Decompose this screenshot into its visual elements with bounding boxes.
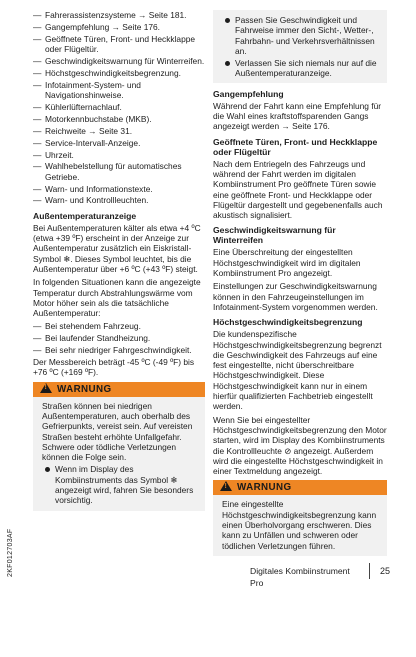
list-item: — Bei sehr niedriger Fahrgeschwindigkeit. [33, 345, 205, 355]
measuring-range: Der Messbereich beträgt -45 ºC (-49 ºF) bis +76 ºC (+169 ºF). [33, 357, 195, 378]
list-item: Verlassen Sie sich niemals nur auf die Außentemperaturanzeige. [222, 58, 381, 79]
page-footer [250, 565, 392, 588]
doors-heading: Geöffnete Türen, Front- und Heckklappe oder Flügeltür [213, 136, 378, 157]
display-items-list [33, 10, 205, 206]
outside-temp-para1: Bei Außentemperaturen kälter als etwa +4 ºC (etwa +39 ºF) erscheint in der Anzeige zur Außentemperatur zusätzlich ein Eiskristall-Symbol ❄. Dieses Symbol leuchtet, bis die Außentemperatur über +6 ºC (+43 ºF) steigt. [33, 222, 201, 274]
outside-temp-heading: Außentemperaturanzeige [33, 210, 137, 221]
warning-text: Eine eingestellte Höchstgeschwindigkeitsbegrenzung kann einen Überholvorgang erschweren. Dies kann zu Unfällen und schweren oder tödlichen Verletzungen führen. [222, 499, 377, 551]
outside-temp-para2: In folgenden Situationen kann die angezeigte Temperatur durch Abstrahlungswärme vom Motor höher sein als die tatsächliche Außentemperatur: [33, 277, 201, 319]
warning-header [33, 382, 205, 397]
outside-temp-conditions [33, 321, 205, 355]
list-item: — Service-Intervall-Anzeige. [33, 138, 205, 148]
warning-text: Straßen können bei niedrigen Außentemperaturen, auch oberhalb des Gefrierpunkts, vereist sein. Auf vereisten Straßen besteht erhöhte Unfallgefahr. Schwere oder tödliche Verletzungen können die Folge sein. [42, 400, 193, 463]
warning-label: WARNUNG [237, 482, 292, 494]
warning-box-speed [213, 480, 387, 555]
footer-title: Digitales Kombiinstrument Pro [250, 566, 350, 588]
warning-continued-bullets [222, 15, 381, 79]
list-item: — Warn- und Informationstexte. [33, 184, 205, 194]
winter-text-2: Einstellungen zur Geschwindigkeitswarnung können in den Fahrzeugeinstellungen im Infotainment-System vorgenommen werden. [213, 281, 378, 312]
list-item: — Motorkennbuchstabe (MKB). [33, 114, 205, 124]
warning-header [213, 480, 387, 495]
list-item: — Geschwindigkeitswarnung für Winterreifen. [33, 56, 205, 66]
limit-heading: Höchstgeschwindigkeitsbegrenzung [213, 317, 363, 328]
limit-text-1: Die kundenspezifische Höchstgeschwindigkeitsbegrenzung begrenzt die Geschwindigkeit des Fahrzeugs auf eine fest eingestellte, nicht überschreitbare Höchstgeschwindigkeit. Diese Höchstgeschwindigkeit kann nur in einem hierfür qualifizierten Fachbetrieb eingestellt werden. [213, 329, 382, 412]
warning-box-continued [213, 10, 387, 83]
list-item: Passen Sie Geschwindigkeit und Fahrweise immer den Sicht-, Wetter-, Fahrbahn- und Verkehrsverhältnissen an. [222, 15, 381, 56]
doors-text: Nach dem Entriegeln des Fahrzeugs und während der Fahrt werden im digitalen Kombiinstrument Pro geöffnete Türen sowie eine geöffnete Front- und Heckklappe oder Flügeltür dargestellt und gegebenenfalls auch akustisch signalisiert. [213, 158, 383, 221]
warning-body [213, 495, 387, 555]
list-item: — Warn- und Kontrollleuchten. [33, 195, 205, 205]
limit-text-2: Wenn Sie bei eingestellter Höchstgeschwindigkeitsbegrenzung den Motor starten, wird im Display des Kombiinstruments die Kontrollleuchte ⊘ angezeigt. Außerdem wird die eingestellte Höchstgeschwindigkeit in einer Textmeldung angezeigt. [213, 414, 387, 477]
list-item: — Gangempfehlung → Seite 176. [33, 22, 205, 32]
list-item: — Fahrerassistenzsysteme → Seite 181. [33, 10, 205, 20]
footer-divider [369, 563, 370, 579]
right-column [213, 10, 387, 556]
warning-label: WARNUNG [57, 383, 112, 395]
gear-text: Während der Fahrt kann eine Empfehlung für die Wahl eines kraftstoffsparenden Gangs angezeigt werden → Seite 176. [213, 100, 382, 132]
list-item: — Höchstgeschwindigkeitsbegrenzung. [33, 68, 205, 78]
document-code: 2KF012703AF [7, 528, 14, 577]
warning-bullets [42, 464, 199, 505]
left-column [33, 10, 205, 511]
warning-triangle-icon [220, 481, 232, 491]
list-item: — Bei stehendem Fahrzeug. [33, 321, 205, 331]
list-item: Wenn im Display des Kombiinstruments das Symbol ❄ angezeigt wird, fahren Sie besonders vorsichtig. [42, 464, 199, 505]
list-item: — Geöffnete Türen, Front- und Heckklappe oder Flügeltür. [33, 34, 205, 55]
side-code-wrapper [6, 528, 16, 657]
page-number: 25 [379, 566, 390, 576]
winter-text-1: Eine Überschreitung der eingestellten Höchstgeschwindigkeit wird im digitalen Kombiinstrument Pro angezeigt. [213, 247, 361, 279]
winter-heading: Geschwindigkeitswarnung für Winterreifen [213, 225, 336, 246]
warning-body [33, 397, 205, 511]
warning-triangle-icon [40, 383, 52, 393]
list-item: — Kühlerlüfternachlauf. [33, 102, 205, 112]
list-item: — Bei laufender Standheizung. [33, 333, 205, 343]
list-item: — Infotainment-System- und Navigationshinweise. [33, 80, 205, 101]
warning-box-ice [33, 382, 205, 511]
list-item: — Reichweite → Seite 31. [33, 126, 205, 136]
gear-heading: Gangempfehlung [213, 88, 284, 99]
list-item: — Wahlhebelstellung für automatisches Getriebe. [33, 161, 205, 182]
list-item: — Uhrzeit. [33, 150, 205, 160]
